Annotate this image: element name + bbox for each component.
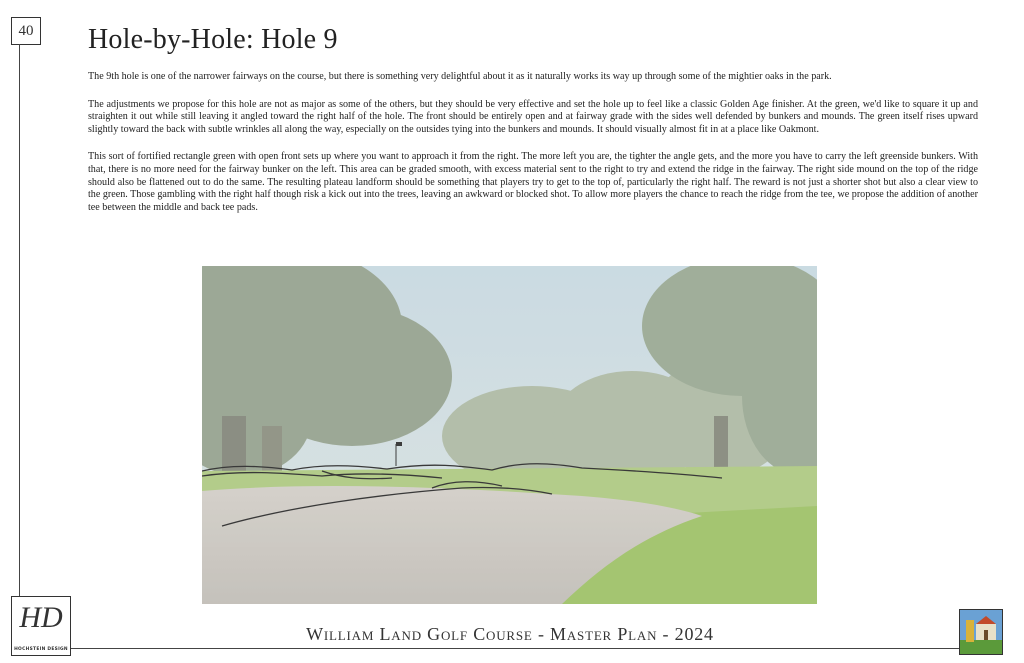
bottom-border-line: [19, 648, 963, 649]
logo-monogram: HD: [19, 601, 63, 634]
emblem-icon: [960, 610, 1002, 654]
page-title: Hole-by-Hole: Hole 9: [88, 24, 338, 55]
body-text: [88, 71, 978, 229]
paragraph-strategy: This sort of fortified rectangle green with open front sets up where you want to approach it from the right. The more left you are, the tighter the angle gets, and the more you have to carry the left greenside bunkers. With that, there is no more need for the fairway bunker on the left. This area can be graded smooth, with excess material sent to the right to try and extend the ridge in the fairway. The right side mound on the top of the ridge should also be flattened out to do the same. The resulting plateau landform should be something that players try to get to the top of, particularly the right half. The reward is not just a shorter shot but also a clear view to the green. Those gambling with the right half though risk a kick out into the trees, leaving an awkward or blocked shot. To allow more players the chance to reach the ridge from the tee, we propose the addition of another tee between the middle and back tee pads.: [88, 151, 978, 213]
paragraph-adjustments: The adjustments we propose for this hole are not as major as some of the others, but they should be very effective and set the hole up to feel like a classic Golden Age finisher. At the green, we'd like to square it up and straighten it out while still leaving it angled toward the right half of the hole. The front should be entirely open and at fairway grade with the sides well defended by bunkers and mounds. The green itself rises upward slightly toward the back with subtle wrinkles all along the way, especially on the outsides tying into the bunkers and mounds. It should visually almost fit in at a place like Oakmont.: [88, 98, 978, 135]
hole-9-sketch-photo: [202, 266, 817, 604]
footer-title: William Land Golf Course - Master Plan - 2024: [306, 624, 714, 644]
golf-course-emblem-logo: [959, 609, 1003, 655]
left-border-line: [19, 44, 20, 596]
logo-caption: HOCHSTEIN DESIGN: [14, 647, 68, 652]
hochstein-design-logo: [11, 596, 71, 656]
photo-wash: [202, 266, 817, 604]
page-number: 40: [11, 17, 41, 45]
hole-9-illustration: [202, 266, 817, 604]
paragraph-intro: The 9th hole is one of the narrower fairways on the course, but there is something very delightful about it as it naturally works its way up through some of the mightier oaks in the park.: [88, 71, 832, 82]
